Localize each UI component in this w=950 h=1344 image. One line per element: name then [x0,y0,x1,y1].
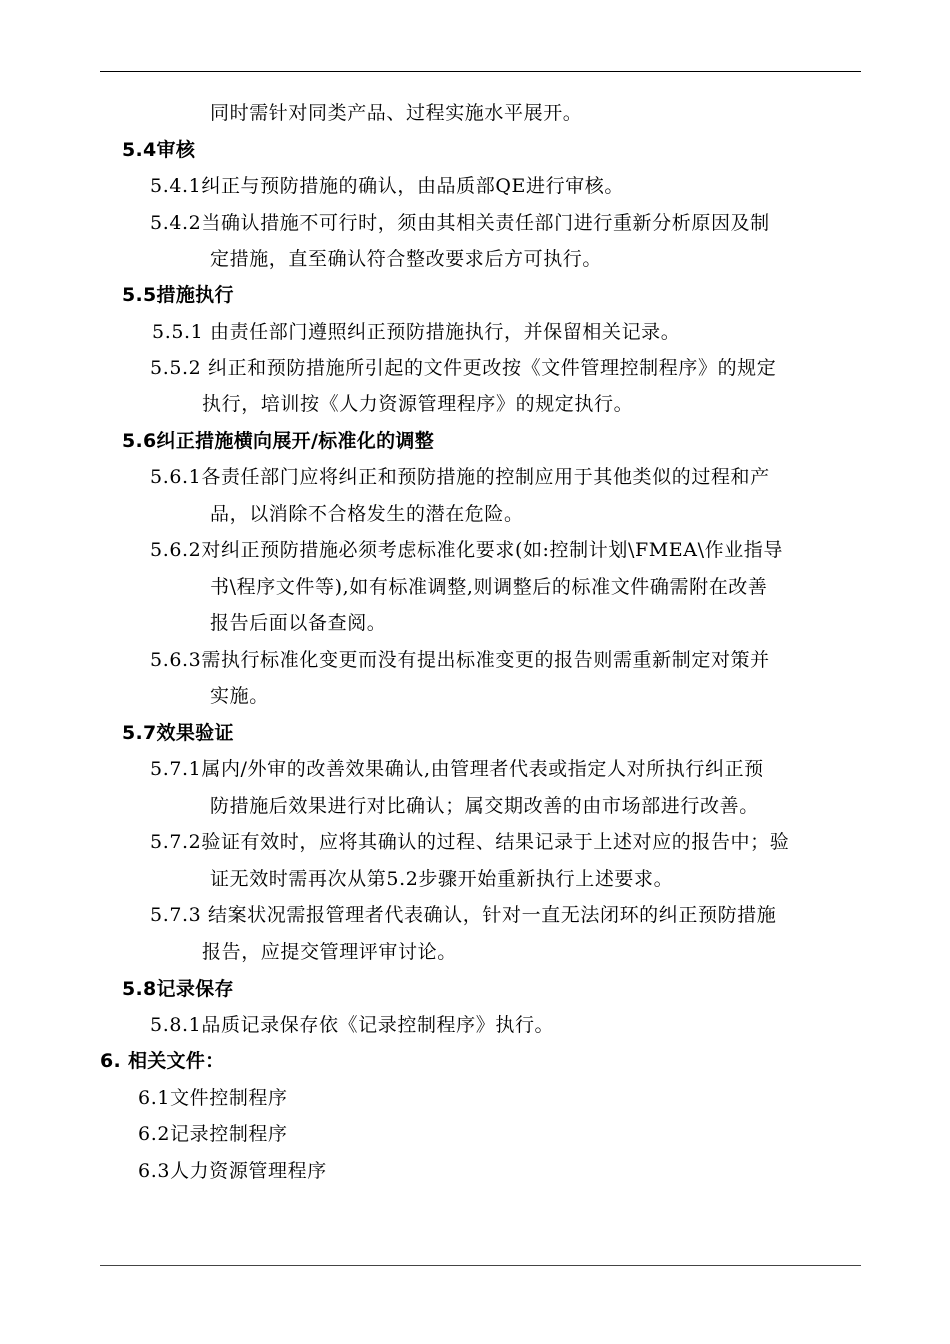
clause-continuation: 书\程序文件等),如有标准调整,则调整后的标准文件确需附在改善 [210,576,768,598]
section-heading-5-5: 5.5措施执行 [122,284,234,306]
clause-5-4-2: 5.4.2当确认措施不可行时，须由其相关责任部门进行重新分析原因及制 [150,212,770,234]
clause-5-5-2: 5.5.2 纠正和预防措施所引起的文件更改按《文件管理控制程序》的规定 [150,357,777,379]
clause-5-4-1: 5.4.1纠正与预防措施的确认，由品质部QE进行审核。 [150,175,624,197]
clause-5-6-1: 5.6.1各责任部门应将纠正和预防措施的控制应用于其他类似的过程和产 [150,466,770,488]
clause-5-7-3: 5.7.3 结案状况需报管理者代表确认，针对一直无法闭环的纠正预防措施 [150,904,777,926]
clause-continuation: 防措施后效果进行对比确认；属交期改善的由市场部进行改善。 [210,795,759,817]
clause-continuation: 实施。 [210,685,269,707]
section-heading-5-6: 5.6纠正措施横向展开/标准化的调整 [122,430,434,452]
body-line: 同时需针对同类产品、过程实施水平展开。 [210,102,583,124]
clause-5-6-2: 5.6.2对纠正预防措施必须考虑标准化要求(如:控制计划\FMEA\作业指导 [150,539,783,561]
header-rule [100,71,861,72]
section-heading-5-4: 5.4审核 [122,139,196,161]
clause-5-5-1: 5.5.1 由责任部门遵照纠正预防措施执行，并保留相关记录。 [152,321,681,343]
clause-5-8-1: 5.8.1品质记录保存依《记录控制程序》执行。 [150,1014,555,1036]
clause-5-7-2: 5.7.2验证有效时，应将其确认的过程、结果记录于上述对应的报告中；验 [150,831,790,853]
section-heading-5-8: 5.8记录保存 [122,978,234,1000]
related-doc-6-1: 6.1文件控制程序 [138,1087,288,1109]
section-heading-5-7: 5.7效果验证 [122,722,234,744]
clause-continuation: 证无效时需再次从第5.2步骤开始重新执行上述要求。 [210,868,674,890]
related-doc-6-2: 6.2记录控制程序 [138,1123,288,1145]
clause-5-7-1: 5.7.1属内/外审的改善效果确认,由管理者代表或指定人对所执行纠正预 [150,758,764,780]
clause-continuation: 品，以消除不合格发生的潜在危险。 [210,503,524,525]
related-doc-6-3: 6.3人力资源管理程序 [138,1160,327,1182]
clause-continuation: 执行，培训按《人力资源管理程序》的规定执行。 [202,393,634,415]
clause-5-6-3: 5.6.3需执行标准化变更而没有提出标准变更的报告则需重新制定对策并 [150,649,770,671]
clause-continuation: 报告，应提交管理评审讨论。 [202,941,457,963]
footer-rule [100,1265,861,1266]
clause-continuation: 定措施，直至确认符合整改要求后方可执行。 [210,248,603,270]
clause-continuation: 报告后面以备查阅。 [210,612,387,634]
section-heading-6: 6. 相关文件： [100,1050,225,1072]
